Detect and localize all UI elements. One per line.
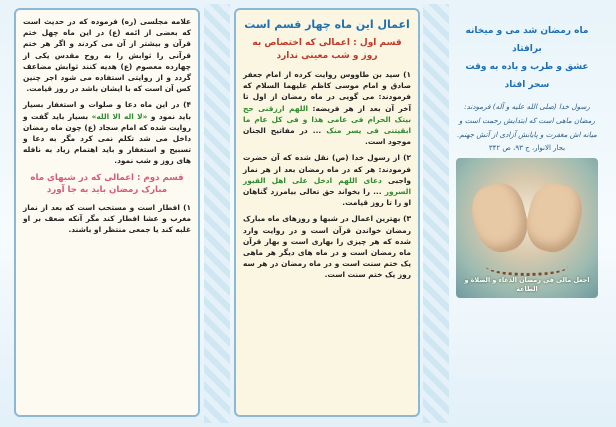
item-2 — [243, 152, 411, 208]
middle-panel — [234, 8, 420, 417]
prayer-beads-shape — [486, 257, 568, 276]
right-panel — [448, 8, 606, 417]
fold-strip — [423, 4, 449, 423]
cover-title: ماه رمضان شد می و میخانه برافتاد عشق و طرب و باده به وقت سحر افتاد — [465, 26, 589, 90]
item-2-end: ... را بخواند حق تعالی بیامرزد گناهان او را تا روز قیامت. — [243, 187, 411, 208]
cover-hadith: رسول خدا (صلی الله علیه و آله) فرمودند: رمضان ماهی است که ابتدایش رحمت است و میانه اش مغفرت و پایانش آزادی از آتش جهنم. — [457, 102, 597, 139]
item-2-text: ۲) از رسول خدا (ص) نقل شده که آن حضرت فرمودند: هر که در ماه رمضان بعد از هر نماز واجبی — [243, 153, 411, 185]
left-paragraph-2-start: ۴) در این ماه دعا و صلوات و استغفار بسیار باید نمود و — [23, 100, 192, 121]
left-paragraph-2-highlight: «لا اله الا الله» — [91, 111, 148, 121]
section-1-title: قسم اول : اعمالی که اختصاص به روز و شب معینی ندارد — [252, 38, 402, 61]
praying-hands-image — [456, 158, 598, 298]
middle-title: اعمال این ماه چهار قسم است — [244, 18, 410, 31]
left-paragraph-1: علامه مجلسی (ره) فرموده که در حدیث است که بعضی از ائمه (ع) در این ماه چهل ختم قرآن و بیشتر از آن می کردند و اگر هر ختم قرآنی را ثوابش را به روح مقدس یکی از چهارده معصوم (ع) هدیه کنند ثوابش مضاعف گردد و از روایتی استفاده می شود اجر چنین کس آن است که با ایشان باشد در روز قیامت. — [23, 17, 191, 94]
left-panel — [14, 8, 200, 417]
section-2-title: قسم دوم : اعمالی که در شبهای ماه مبارک رمضان باید به جا آورد — [30, 172, 184, 195]
cover-source: بحار الانوار، ج ۹۳، ص ۳۴۲ — [488, 144, 566, 152]
right-hand-shape — [521, 179, 588, 258]
left-paragraph-3: ۱) افطار است و مستحب است که بعد از نماز مغرب و عشا افطار کند مگر آنکه ضعف بر او غلبه کند یا جمعی منتظر او باشند. — [23, 202, 191, 235]
item-3: ۳) بهترین اعمال در شبها و روزهای ماه مبارک رمضان خواندن قرآن است و در روایت وارد شده که هر چیزی را بهاری است و بهار قرآن ماه رمضان است و در ماه های دیگر هر ماهی یک ختم سنت است و در ماه رمضان در هر سه روز یک ختم سنت است. — [243, 214, 411, 280]
left-paragraph-2 — [23, 99, 191, 166]
item-2-dua: دعای اللهم ادخل علی اهل القبور السرور — [243, 175, 411, 197]
item-1-text: ۱) سید بن طاووس روایت کرده از امام جعفر صادق و امام موسی کاظم علیهما السلام که فرمودند: می گویی در ماه رمضان از اول تا آخر آن بعد از هر فریضه: — [243, 70, 411, 113]
image-caption: اجعل مالی فی رمضان الدعاء و الصلاة و الطاعة — [464, 276, 590, 293]
fold-strip — [204, 4, 230, 423]
left-hand-shape — [467, 179, 534, 258]
item-1 — [243, 69, 411, 147]
left-paragraph-2-end: بسیار باید گفت و روایت شده که امام سجاد (ع) چون ماه رمضان داخل می شد تکلم نمی کرد مگر به دعا و تسبیح و استغفار و باید اهتمام زیاد به نافله های روز و شب نمود. — [23, 111, 191, 166]
item-1-dua: اللهم ارزقنی حج بیتک الحرام فی عامی هذا و فی کل عام ما ابقیتنی فی یسر منک — [243, 103, 412, 136]
item-1-end: ... در مفاتیح الجنان موجود است. — [243, 126, 411, 147]
